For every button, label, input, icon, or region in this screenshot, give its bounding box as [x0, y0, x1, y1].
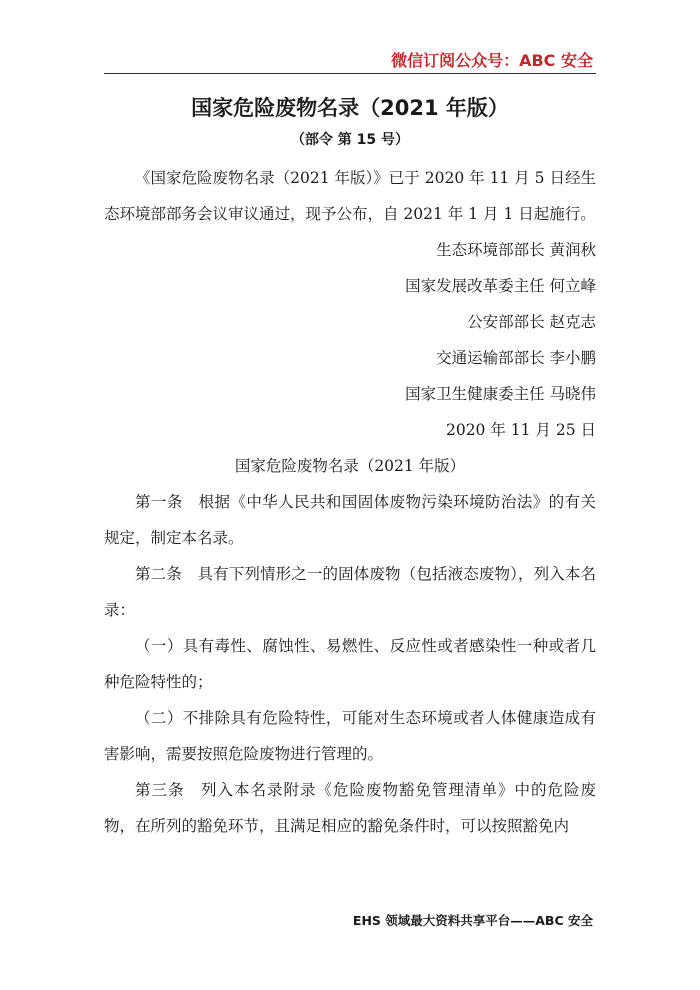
article-2-item-1: （一）具有毒性、腐蚀性、易燃性、反应性或者感染性一种或者几种危险特性的； — [104, 637, 596, 691]
signatory-health: 国家卫生健康委主任 马晓伟 — [405, 385, 596, 403]
article-1: 第一条 根据《中华人民共和国固体废物污染环境防治法》的有关规定，制定本名录。 — [104, 493, 596, 547]
header-divider — [104, 73, 596, 74]
document-title: 国家危险废物名录（2021 年版） — [191, 96, 509, 120]
signatory-ecology: 生态环境部部长 黄润秋 — [436, 241, 596, 259]
signatory-public-security: 公安部部长 赵克志 — [467, 313, 596, 331]
signatory-transport: 交通运输部部长 李小鹏 — [436, 349, 596, 367]
issue-date: 2020 年 11 月 25 日 — [445, 421, 596, 439]
order-number: （部令 第 15 号） — [290, 132, 410, 148]
announcement-paragraph: 《国家危险废物名录（2021 年版）》已于 2020 年 11 月 5 日经生态环境部部务会议审议通过，现予公布，自 2021 年 1 月 1 日起施行。 — [104, 169, 596, 223]
signatory-ndrc: 国家发展改革委主任 何立峰 — [405, 277, 596, 295]
list-subtitle: 国家危险废物名录（2021 年版） — [234, 457, 466, 475]
article-2: 第二条 具有下列情形之一的固体废物（包括液态废物），列入本名录： — [104, 565, 596, 619]
document-body — [104, 160, 596, 844]
article-3: 第三条 列入本名录附录《危险废物豁免管理清单》中的危险废物，在所列的豁免环节，且满足相应的豁免条件时，可以按照豁免内 — [104, 781, 596, 835]
wechat-subscription-note: 微信订阅公众号：ABC 安全 — [391, 51, 593, 70]
article-2-item-2: （二）不排除具有危险特性，可能对生态环境或者人体健康造成有害影响，需要按照危险废物进行管理的。 — [104, 709, 596, 763]
footer-platform-note: EHS 领域最大资料共享平台——ABC 安全 — [352, 913, 593, 928]
